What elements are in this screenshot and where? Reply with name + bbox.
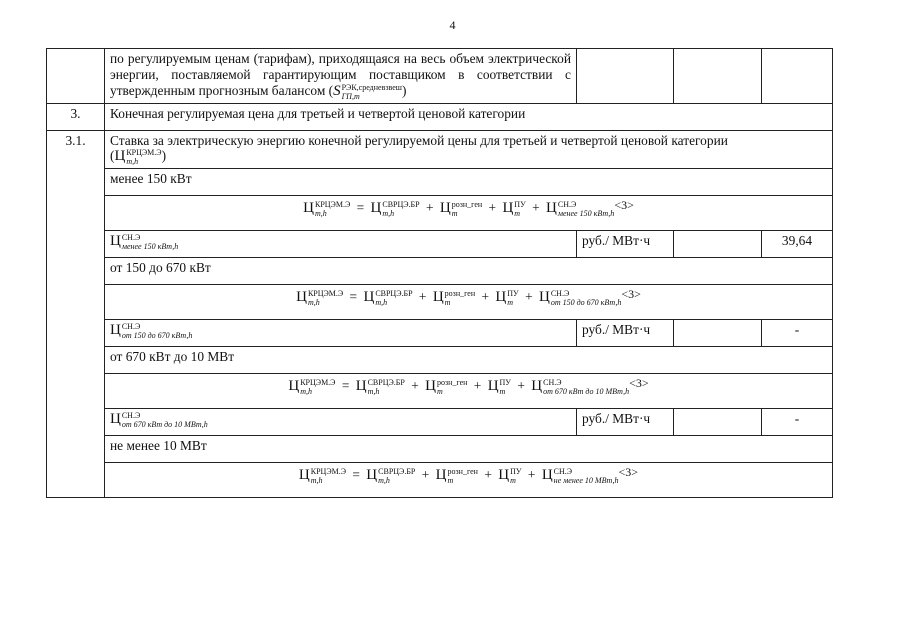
- formula-term-4-sub: менее 150 кВт,h: [557, 209, 615, 219]
- formula-term-2: Ц: [439, 200, 451, 217]
- band-label: от 150 до 670 кВт: [105, 258, 833, 285]
- band-label: не менее 10 МВт: [105, 436, 833, 463]
- formula-term-2-sub: m: [444, 298, 451, 308]
- formula-cell: [105, 374, 833, 409]
- formula-plus: +: [525, 289, 533, 305]
- formula-term-4: Ц: [531, 378, 543, 395]
- section-3-title: Конечная регулируемая цена для третьей и четвертой ценовой категории: [105, 103, 833, 130]
- band-label-row: [47, 258, 833, 285]
- formula-equals: =: [341, 378, 350, 394]
- section-3-1-symbol: Ц: [114, 148, 126, 165]
- formula-plus: +: [484, 467, 492, 483]
- formula-row: [47, 285, 833, 320]
- section-3-1-symbol-sup: КРЦЭМ.Э: [126, 148, 162, 158]
- formula-lhs-sup: КРЦЭМ.Э: [310, 467, 347, 477]
- formula-lhs-sub: m,h: [300, 387, 312, 397]
- component-sup: СН.Э: [121, 233, 141, 243]
- formula-term-3-sub: m: [514, 209, 521, 219]
- formula-plus: +: [421, 467, 430, 483]
- formula-plus: +: [527, 467, 536, 483]
- formula-term-2-sub: m: [436, 387, 443, 397]
- band-label: менее 150 кВт: [105, 169, 833, 196]
- formula-lhs: Ц: [303, 200, 314, 217]
- intro-unit-cell: [577, 49, 674, 104]
- tariff-table: [46, 48, 833, 498]
- component-symbol: Ц: [110, 411, 121, 428]
- formula-equals: =: [352, 467, 360, 483]
- band-label-row: [47, 169, 833, 196]
- formula-term-3-sup: ПУ: [499, 378, 511, 388]
- formula-term-2-sup: розн_ген: [444, 289, 476, 299]
- section-3-1-symbol-sub: m,h: [126, 157, 139, 167]
- component-sub: менее 150 кВт,h: [121, 242, 179, 252]
- formula-term-1: Ц: [366, 467, 378, 484]
- intro-blank-cell: [674, 49, 762, 104]
- formula-cell: [105, 463, 833, 498]
- formula-lhs-sup: КРЦЭМ.Э: [314, 200, 351, 210]
- table-row-section-3: [47, 103, 833, 130]
- table-row-section-3-1: [47, 130, 833, 169]
- formula-term-3-sub: m: [499, 387, 506, 397]
- formula-term-1-sub: m,h: [382, 209, 395, 219]
- formula-term-2-sup: розн_ген: [447, 467, 478, 477]
- band-label: от 670 кВт до 10 МВт: [105, 347, 833, 374]
- formula-plus: +: [418, 289, 427, 305]
- formula-term-3: Ц: [487, 378, 499, 395]
- component-symbol: Ц: [110, 322, 121, 339]
- formula-row: [47, 196, 833, 231]
- band-label-row: [47, 436, 833, 463]
- table-row-intro: [47, 49, 833, 104]
- formula-term-1-sup: СВРЦЭ.БР: [367, 378, 405, 388]
- formula-term-3: Ц: [495, 289, 507, 306]
- formula-lhs: Ц: [298, 467, 310, 484]
- component-value: -: [762, 409, 833, 436]
- formula-term-4-sup: СН.Э: [553, 467, 573, 477]
- intro-close-paren: ): [401, 82, 407, 98]
- formula-term-1: Ц: [363, 289, 375, 306]
- intro-text-cell: [105, 49, 577, 104]
- formula-term-2: Ц: [425, 378, 436, 395]
- formula-term-4-sup: СН.Э: [557, 200, 577, 210]
- component-sup: СН.Э: [121, 411, 141, 421]
- formula-reference: <3>: [621, 287, 641, 302]
- formula-plus: +: [411, 378, 419, 394]
- intro-text: по регулируемым ценам (тарифам), приходящаяся на весь объем электрической энергии, поставляемой гарантирующим поставщиком в соответствии с утвержденным прогнозным балансом (: [110, 51, 571, 98]
- component-cell: [105, 320, 577, 347]
- section-3-1-title-cell: Ставка за электрическую энергию конечной регулируемой цены для третьей и четвертой ценовой категории (Ц КРЦЭМ.Э m,h ): [105, 130, 833, 169]
- component-cell: [105, 409, 577, 436]
- formula-term-3-sup: ПУ: [514, 200, 526, 210]
- formula-lhs-sup: КРЦЭМ.Э: [300, 378, 336, 388]
- formula-cell: [105, 285, 833, 320]
- formula-term-3-sup: ПУ: [507, 289, 519, 299]
- band-label-row: [47, 347, 833, 374]
- formula-lhs-sub: m,h: [310, 476, 323, 486]
- formula-term-2-sup: розн_ген: [436, 378, 468, 388]
- formula-plus: +: [425, 200, 434, 216]
- formula-term-4: Ц: [541, 467, 553, 484]
- formula-term-1-sub: m,h: [367, 387, 380, 397]
- formula-term-4-sup: СН.Э: [543, 378, 562, 388]
- intro-symbol-sub: ГП,m: [341, 91, 360, 101]
- formula-cell: [105, 196, 833, 231]
- formula-term-3-sub: m: [510, 476, 516, 486]
- formula-term-2: Ц: [435, 467, 447, 484]
- formula-plus: +: [488, 200, 497, 216]
- formula-plus: +: [517, 378, 525, 394]
- formula-term-1-sup: СВРЦЭ.БР: [375, 289, 413, 299]
- formula-term-1-sub: m,h: [378, 476, 390, 486]
- formula-term-3: Ц: [502, 200, 514, 217]
- formula-term-3-sub: m: [507, 298, 514, 308]
- component-symbol: Ц: [110, 233, 121, 250]
- component-cell: [105, 231, 577, 258]
- formula-plus: +: [473, 378, 482, 394]
- formula-row: [47, 374, 833, 409]
- formula-reference: <3>: [629, 376, 649, 391]
- formula-term-1-sup: СВРЦЭ.БР: [378, 467, 416, 477]
- formula-term-4: Ц: [538, 289, 550, 306]
- formula-lhs: Ц: [296, 289, 307, 306]
- formula-term-2-sup: розн_ген: [451, 200, 483, 210]
- formula-term-4-sup: СН.Э: [550, 289, 570, 299]
- formula-term-2-sub: m: [451, 209, 458, 219]
- intro-symbol: S: [333, 82, 341, 99]
- component-blank: [674, 231, 762, 258]
- section-3-1-number: 3.1.: [47, 130, 105, 498]
- formula-term-4: Ц: [546, 200, 557, 217]
- component-row: [47, 409, 833, 436]
- formula-row: [47, 463, 833, 498]
- page-number: 4: [449, 18, 456, 32]
- formula-term-4-sub: от 150 до 670 кВт,h: [550, 298, 622, 308]
- formula-equals: =: [356, 200, 365, 216]
- component-sub: от 670 кВт до 10 МВт,h: [121, 420, 208, 430]
- formula-lhs-sub: m,h: [307, 298, 320, 308]
- formula-term-3: Ц: [498, 467, 510, 484]
- section-3-number: 3.: [47, 103, 105, 130]
- component-unit: руб./ МВт·ч: [577, 409, 674, 436]
- formula-term-1-sup: СВРЦЭ.БР: [382, 200, 420, 210]
- component-value: -: [762, 320, 833, 347]
- intro-value-cell: [762, 49, 833, 104]
- component-blank: [674, 320, 762, 347]
- component-row: [47, 231, 833, 258]
- component-unit: руб./ МВт·ч: [577, 231, 674, 258]
- formula-reference: <3>: [614, 198, 634, 213]
- formula-lhs: Ц: [288, 378, 300, 395]
- formula-equals: =: [349, 289, 358, 305]
- formula-term-2: Ц: [432, 289, 444, 306]
- formula-term-1-sub: m,h: [375, 298, 388, 308]
- intro-num-cell: [47, 49, 105, 104]
- component-unit: руб./ МВт·ч: [577, 320, 674, 347]
- component-sub: от 150 до 670 кВт,h: [121, 331, 193, 341]
- formula-lhs-sub: m,h: [314, 209, 327, 219]
- formula-term-3-sup: ПУ: [510, 467, 522, 477]
- formula-term-4-sub: от 670 кВт до 10 МВт,h: [543, 387, 630, 397]
- section-3-1-title: Ставка за электрическую энергию конечной регулируемой цены для третьей и четвертой ценовой категории: [110, 132, 728, 148]
- formula-term-2-sub: m: [447, 476, 454, 486]
- formula-term-1: Ц: [370, 200, 382, 217]
- component-sup: СН.Э: [121, 322, 141, 332]
- component-value: 39,64: [762, 231, 833, 258]
- formula-reference: <3>: [618, 465, 639, 480]
- formula-plus: +: [481, 289, 490, 305]
- formula-plus: +: [532, 200, 540, 216]
- intro-symbol-sup: РЭК,средневзвеш: [341, 82, 402, 92]
- formula-term-4-sub: не менее 10 МВт,h: [553, 476, 619, 486]
- formula-lhs-sup: КРЦЭМ.Э: [307, 289, 344, 299]
- component-blank: [674, 409, 762, 436]
- component-row: [47, 320, 833, 347]
- formula-term-1: Ц: [355, 378, 367, 395]
